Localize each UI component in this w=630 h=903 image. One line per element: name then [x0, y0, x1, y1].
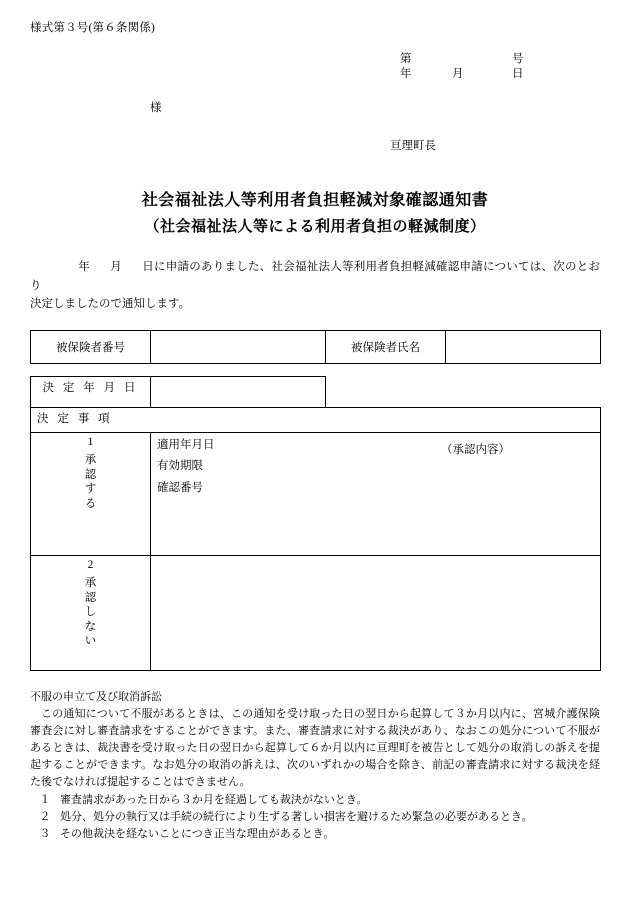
approve-content-note: （承認内容） [441, 443, 510, 456]
list-item-number: ２ [39, 810, 51, 823]
decision-matter-label: 決 定 事 項 [31, 407, 601, 432]
deny-vertical-label: 承 認 し な い [84, 577, 97, 647]
intro-paragraph [30, 258, 600, 313]
approve-row-confirmnumber: 確認番号 [157, 482, 203, 495]
number-suffix-label: 号 [512, 52, 524, 65]
table-row-approve [31, 432, 601, 555]
decision-date-spacer [326, 376, 601, 407]
list-item-number: ３ [39, 827, 51, 840]
list-item-text: その他裁決を経ないことにつき正当な理由があるとき。 [60, 827, 335, 840]
table-row-decision-matter [31, 407, 601, 432]
number-prefix-label: 第 [400, 52, 412, 65]
intro-month: 月 [110, 261, 122, 274]
year-label: 年 [400, 68, 412, 81]
day-label: 日 [512, 68, 524, 81]
insured-name-value[interactable] [446, 330, 601, 363]
insured-name-label: 被保険者氏名 [326, 330, 446, 363]
document-title: 社会福祉法人等利用者負担軽減対象確認通知書 [141, 191, 489, 209]
table-row-decision-date [31, 376, 601, 407]
appeal-notes-title: 不服の申立て及び取消訴訟 [30, 690, 162, 703]
decision-date-label: 決 定 年 月 日 [31, 376, 151, 407]
table-row-deny [31, 555, 601, 670]
form-code: 様式第３号(第６条関係) [30, 22, 156, 34]
document-number-line [400, 52, 600, 68]
approve-row-applydate: 適用年月日 [157, 438, 215, 451]
approve-row-expiry: 有効期限 [157, 460, 203, 473]
deny-number: 2 [87, 558, 94, 571]
approve-vertical-label: 承 認 す る [84, 454, 97, 510]
approve-label-cell [31, 432, 151, 555]
insured-person-table [30, 330, 601, 364]
decision-date-value[interactable] [151, 376, 326, 407]
deny-content-cell[interactable] [151, 555, 601, 670]
list-item [30, 792, 600, 809]
intro-rest: 日に申請のありました、社会福祉法人等利用者負担軽減確認申請については、次のとおり [30, 261, 601, 292]
table-row [31, 330, 601, 363]
appeal-notes-list [30, 792, 600, 843]
list-item-text: 処分、処分の執行又は手続の続行により生ずる著しい損害を避けるため緊急の必要があるとき。 [60, 810, 533, 823]
list-item [30, 809, 600, 826]
list-item-number: １ [39, 793, 51, 806]
month-label: 月 [452, 68, 464, 81]
deny-label-cell [31, 555, 151, 670]
appeal-notes-paragraph: この通知について不服があるときは、この通知を受け取った日の翌日から起算して３か月以内に、宮城介護保険審査会に対し審査請求をすることができます。また、審査請求に対する裁決があり、なおこの処分について不服があるときは、裁決書を受け取った日の翌日から起算して６か月以内に亘理町を被告として処分の取消しの訴えを提起することができます。なお処分の取消の訴えは、次のいずれかの場合を除き、前記の審査請求に対する裁決を経た後でなければ提起することはできません。 [30, 707, 600, 788]
approve-number: 1 [87, 435, 94, 448]
decision-table [30, 376, 601, 671]
insured-number-value[interactable] [151, 330, 326, 363]
addressee-label: 様 [150, 101, 162, 114]
title-block [30, 189, 600, 239]
insured-number-label: 被保険者番号 [31, 330, 151, 363]
list-item [30, 826, 600, 843]
document-date-line [400, 67, 600, 83]
intro-second-line: 決定しましたので通知します。 [30, 298, 191, 311]
intro-year: 年 [78, 261, 90, 274]
approve-content-cell[interactable] [151, 432, 601, 555]
document-number-block [30, 52, 600, 83]
appeal-notes [30, 689, 600, 843]
document-subtitle: （社会福祉法人等による利用者負担の軽減制度） [144, 218, 486, 235]
list-item-text: 審査請求があった日から３か月を経過しても裁決がないとき。 [60, 793, 368, 806]
issuer-name: 亘理町長 [390, 139, 436, 152]
